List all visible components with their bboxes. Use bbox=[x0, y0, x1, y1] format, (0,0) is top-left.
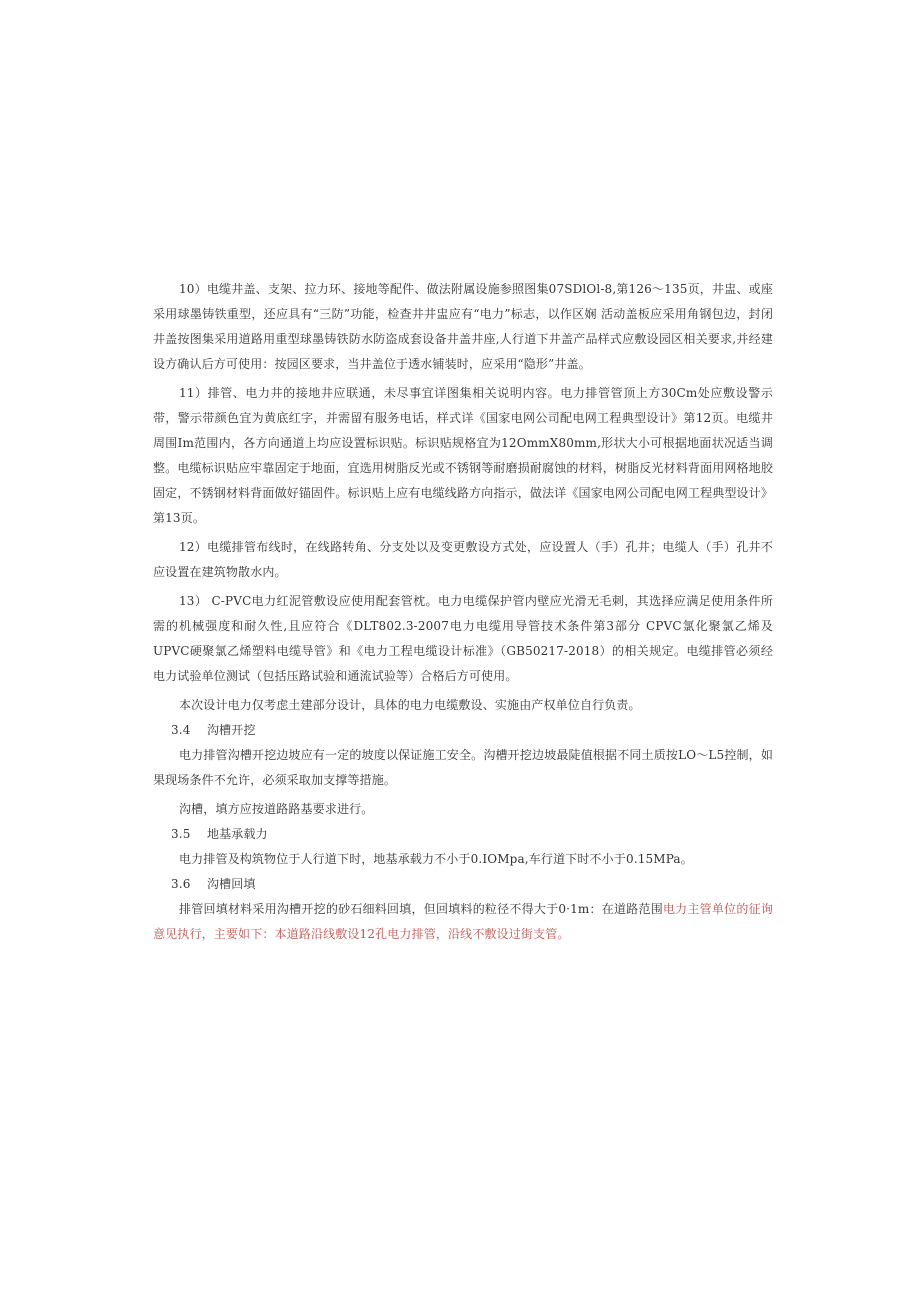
paragraph-trench-slope: 电力排管沟槽开挖边坡应有一定的坡度以保证施工安全。沟槽开挖边坡最陡值根据不同土质按LO～L5控制，如果现场条件不允许，必须采取加支撑等措施。 bbox=[153, 748, 773, 787]
section-number: 3.6 bbox=[171, 877, 191, 891]
paragraph-item-10: 10）电缆井盖、支架、拉力环、接地等配件、做法附属设施参照图集07SDlOl-8,第126～135页，井盅、或座采用球墨铸铁重型，还应具有“三防”功能，检查井井盅应有“电力”标志，以作区娴 活动盖板应采用角钢包边，封闭井盖按图集采用道路用重型球墨铸铁防水防盗成套设备井盖井座,人行道下井盖产品样式应敷设园区相关要求,并经建设方确认后方可使用：按园区要求，当井盖位于透水铺装时，应采用“隐形”井盖。 bbox=[153, 282, 773, 371]
backfill-highlight-text: 电力主管单位的征询意见执行，主要如下：本道路沿线敷设12孔电力排管，沿线不敷设过街支管。 bbox=[153, 902, 773, 941]
paragraph-scope-note: 本次设计电力仅考虑土建部分设计，具体的电力电缆敷设、实施由产权单位自行负责。 bbox=[179, 698, 641, 712]
paragraph-item-12: 12）电缆排管布线时，在线路转角、分支处以及变更敷设方式处，应设置人（手）孔井；电缆人（手）孔井不应设置在建筑物散水内。 bbox=[153, 540, 773, 579]
paragraph-item-13: 13） C-PVC电力红泥管敷设应使用配套管枕。电力电缆保护管内壁应光滑无毛刺，其选择应满足使用条件所需的机械强度和耐久性,且应符合《DLT802.3-2007电力电缆用导管技术条件第3部分 CPVC氯化聚氯乙烯及UPVC硬聚氯乙烯塑料电缆导管》和《电力工程电缆设计标准》（GB50217-2018）的相关规定。电缆排管必须经电力试验单位测试（包括压路试验和通流试验等）合格后方可使用。 bbox=[153, 594, 773, 683]
section-title: 地基承载力 bbox=[207, 827, 268, 841]
section-heading-3-6 bbox=[153, 872, 773, 897]
document-body bbox=[153, 277, 773, 947]
section-number: 3.5 bbox=[171, 827, 191, 841]
paragraph-trench-fill: 沟槽，填方应按道路路基要求进行。 bbox=[179, 802, 374, 816]
section-number: 3.4 bbox=[171, 723, 191, 737]
paragraph-backfill bbox=[153, 897, 773, 947]
paragraph-item-11: 11）排管、电力井的接地井应联通，未尽事宜详图集相关说明内容。电力排管管顶上方30Cm处应敷设警示带，警示带颜色宜为黄底红字，并需留有服务电话，样式详《国家电网公司配电网工程典型设计》第12页。电缆井周围Im范围内，各方向通道上均应设置标识贴。标识贴规格宜为12OmmX80mm,形状大小可根据地面状况适当调整。电缆标识贴应牢靠固定于地面，宜选用树脂反光或不锈钢等耐磨损耐腐蚀的材料，树脂反光材料背面用网格地胶固定，不锈钢材料背面做好锚固件。标识贴上应有电缆线路方向指示，做法详《国家电网公司配电网工程典型设计》第13页。 bbox=[153, 386, 773, 525]
backfill-text: 排管回填材料采用沟槽开挖的砂石细料回填，但回填料的粒径不得大于0·1m：在道路范围 bbox=[179, 902, 663, 916]
section-title: 沟槽回填 bbox=[207, 877, 256, 891]
section-title: 沟槽开挖 bbox=[207, 723, 256, 737]
section-heading-3-4 bbox=[153, 718, 773, 743]
paragraph-bearing-capacity: 电力排管及构筑物位于人行道下时，地基承载力不小于0.IOMpa,车行道下时不小于0.15MPa。 bbox=[179, 852, 693, 866]
section-heading-3-5 bbox=[153, 822, 773, 847]
